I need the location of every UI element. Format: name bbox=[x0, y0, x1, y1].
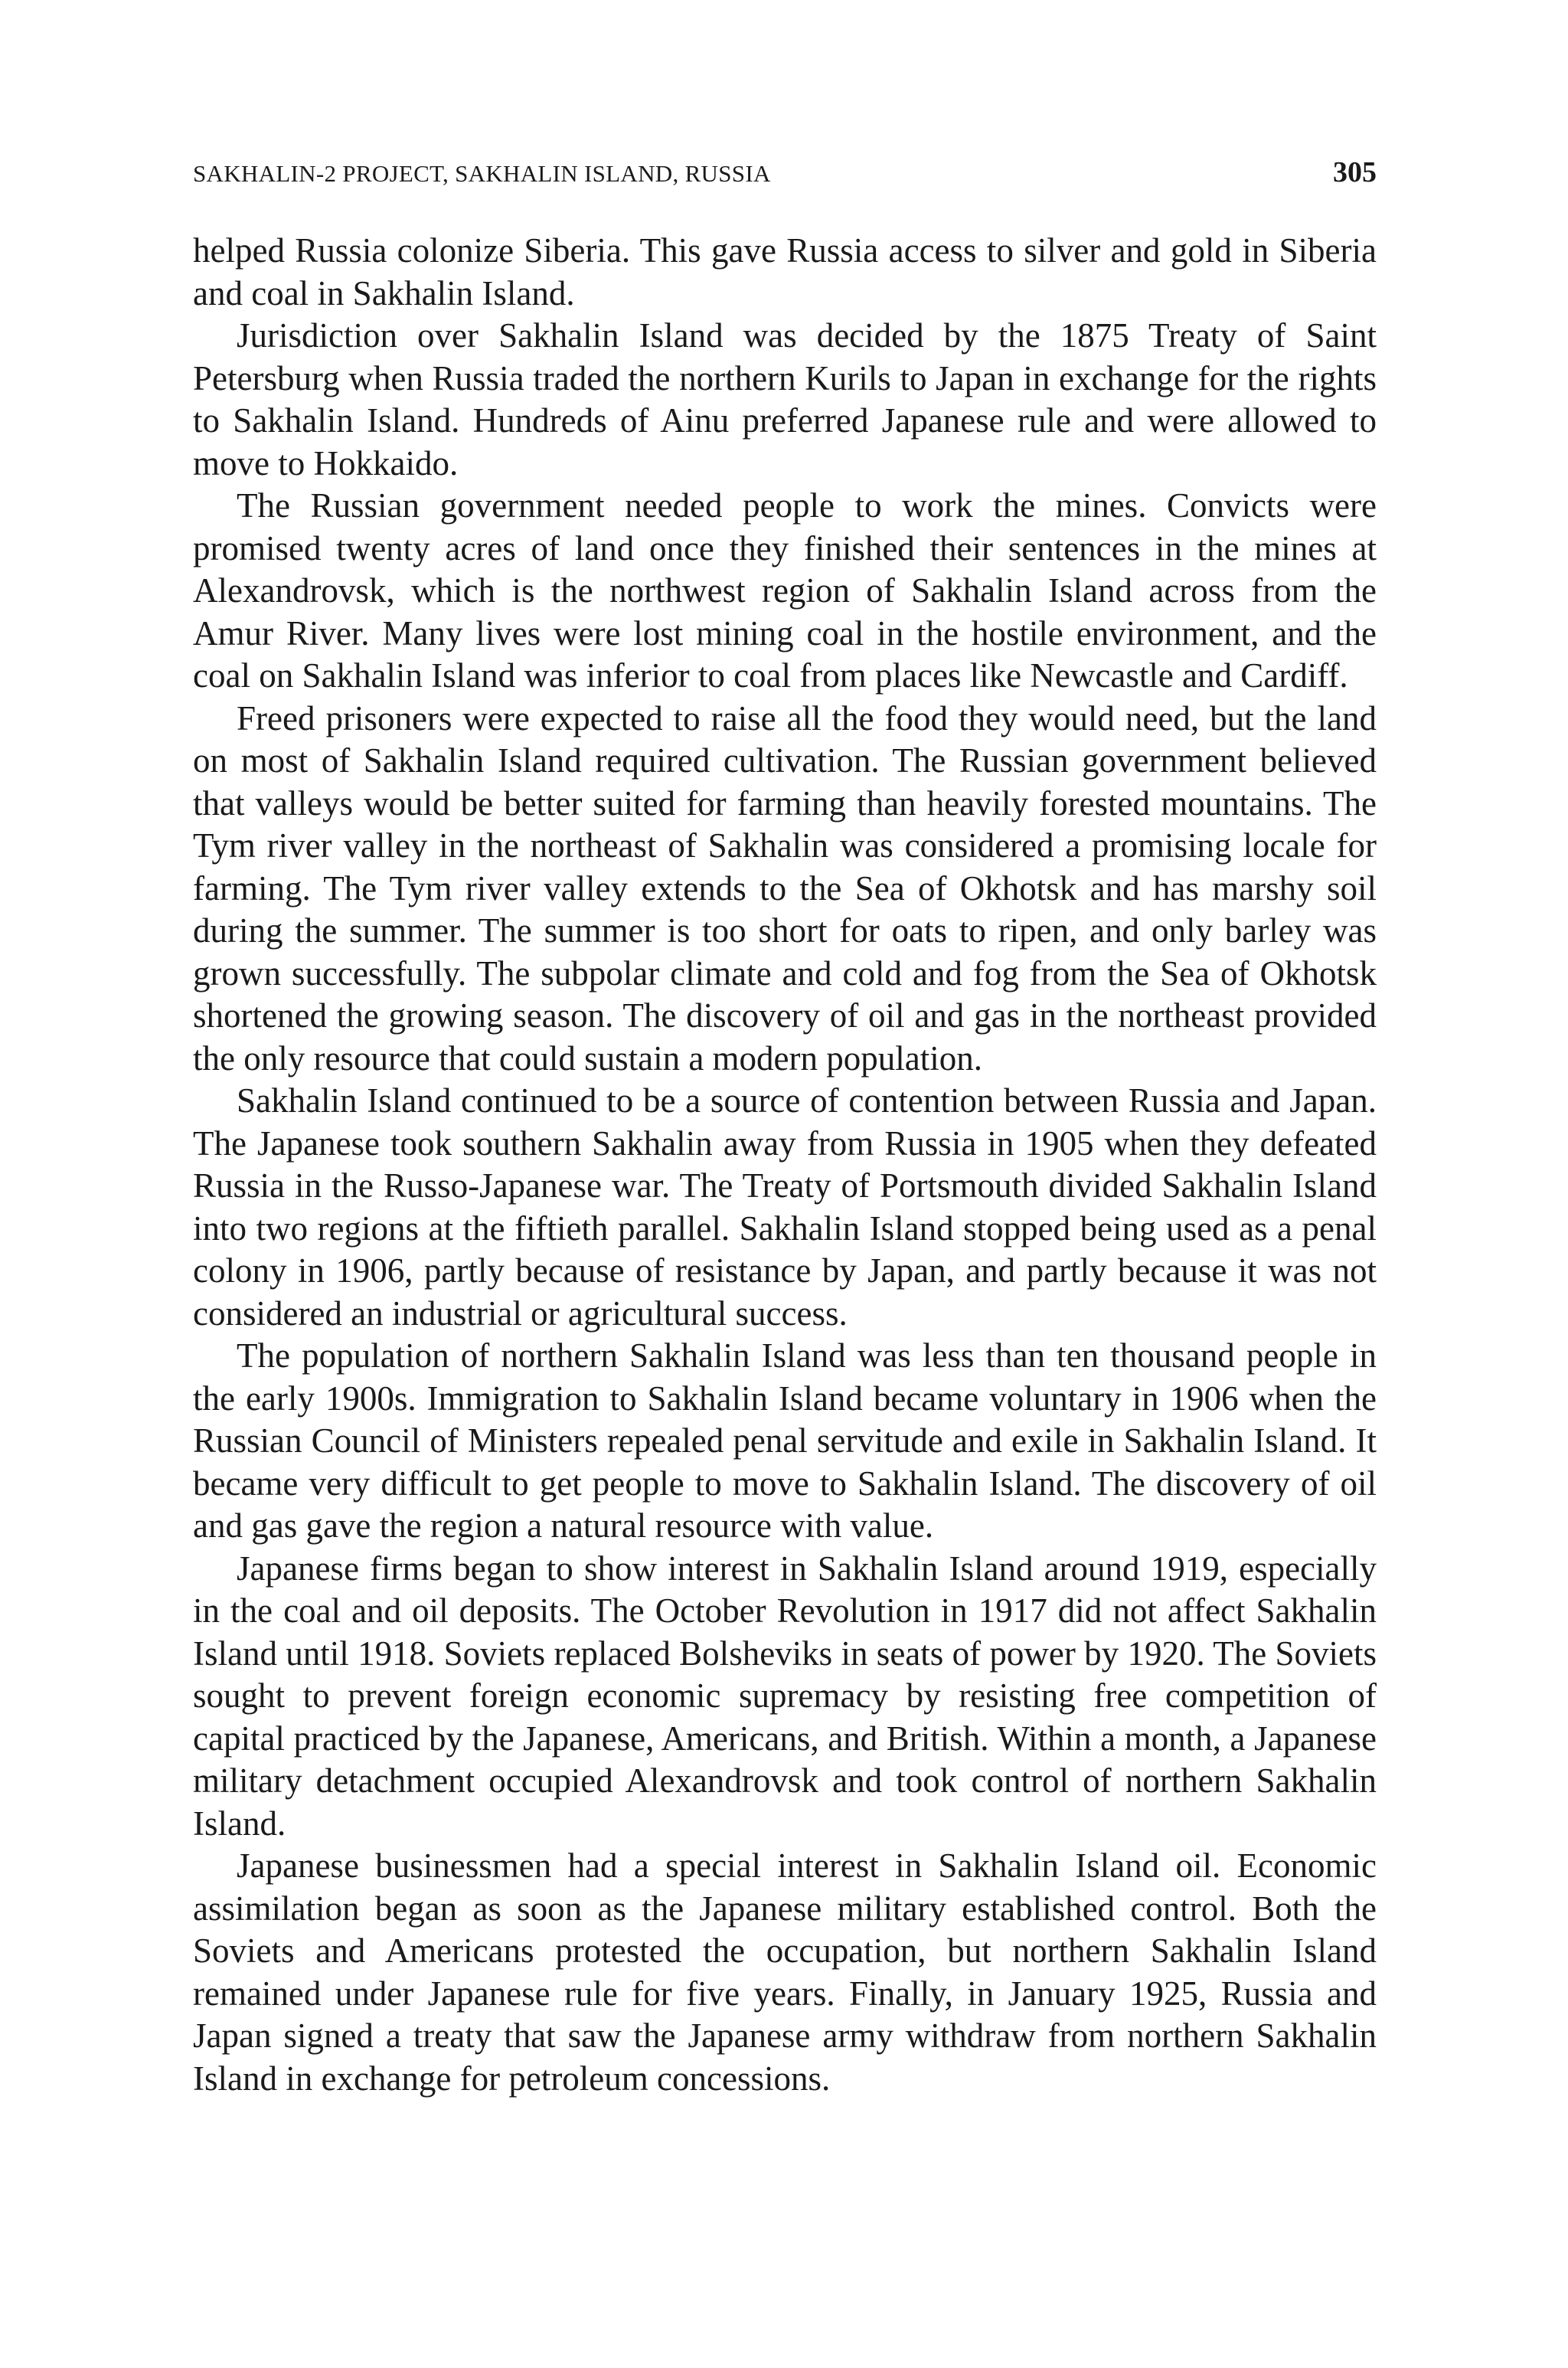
paragraph: Jurisdiction over Sakhalin Island was decided by the 1875 Treaty of Saint Petersburg when Russia traded the northern Kurils to Japan in exchange for the rights to Sakhalin Island. Hundreds of Ainu preferred Japanese rule and were allowed to move to Hokkaido. bbox=[193, 316, 1377, 482]
paragraph: The Russian government needed people to work the mines. Convicts were promised twenty acres of land once they finished their sentences in the mines at Alexandrovsk, which is the northwest region of Sakhalin Island across from the Amur River. Many lives were lost mining coal in the hostile environment, and the coal on Sakhalin Island was inferior to coal from places like Newcastle and Cardiff. bbox=[193, 486, 1377, 695]
paragraph-continued: helped Russia colonize Siberia. This gave Russia access to silver and gold in Siberia and coal in Sakhalin Island. bbox=[193, 231, 1377, 312]
paragraph: Freed prisoners were expected to raise all the food they would need, but the land on most of Sakhalin Island required cultivation. The Russian government believed that valleys would be better suited for farming than heavily forested mountains. The Tym river valley in the northeast of Sakhalin was considered a promising locale for farming. The Tym river valley extends to the Sea of Okhotsk and has marshy soil during the summer. The summer is too short for oats to ripen, and only barley was grown successfully. The subpolar climate and cold and fog from the Sea of Okhotsk shortened the growing season. The discovery of oil and gas in the northeast provided the only resource that could sustain a modern population. bbox=[193, 698, 1377, 1078]
page-number: 305 bbox=[1333, 156, 1377, 188]
body-text bbox=[193, 230, 1377, 2100]
paragraph: The population of northern Sakhalin Island was less than ten thousand people in the early 1900s. Immigration to Sakhalin Island became voluntary in 1906 when the Russian Council of Ministers repealed penal servitude and exile in Sakhalin Island. It became very difficult to get people to move to Sakhalin Island. The discovery of oil and gas gave the region a natural resource with value. bbox=[193, 1336, 1377, 1545]
running-title: SAKHALIN-2 PROJECT, SAKHALIN ISLAND, RUSSIA bbox=[193, 160, 771, 187]
paragraph: Japanese businessmen had a special interest in Sakhalin Island oil. Economic assimilation began as soon as the Japanese military established control. Both the Soviets and Americans protested the occupation, but northern Sakhalin Island remained under Japanese rule for five years. Finally, in January 1925, Russia and Japan signed a treaty that saw the Japanese army withdraw from northern Sakhalin Island in exchange for petroleum concessions. bbox=[193, 1846, 1377, 2098]
running-head bbox=[193, 157, 1377, 195]
paragraph: Japanese firms began to show interest in Sakhalin Island around 1919, especially in the coal and oil deposits. The October Revolution in 1917 did not affect Sakhalin Island until 1918. Soviets replaced Bolsheviks in seats of power by 1920. The Soviets sought to prevent foreign economic supremacy by resisting free competition of capital practiced by the Japanese, Americans, and British. Within a month, a Japanese military detachment occupied Alexandrovsk and took control of northern Sakhalin Island. bbox=[193, 1549, 1377, 1843]
paragraph: Sakhalin Island continued to be a source of contention between Russia and Japan. The Japanese took southern Sakhalin away from Russia in 1905 when they defeated Russia in the Russo-Japanese war. The Treaty of Portsmouth divided Sakhalin Island into two regions at the fiftieth parallel. Sakhalin Island stopped being used as a penal colony in 1906, partly because of resistance by Japan, and partly because it was not considered an industrial or agricultural success. bbox=[193, 1081, 1377, 1333]
